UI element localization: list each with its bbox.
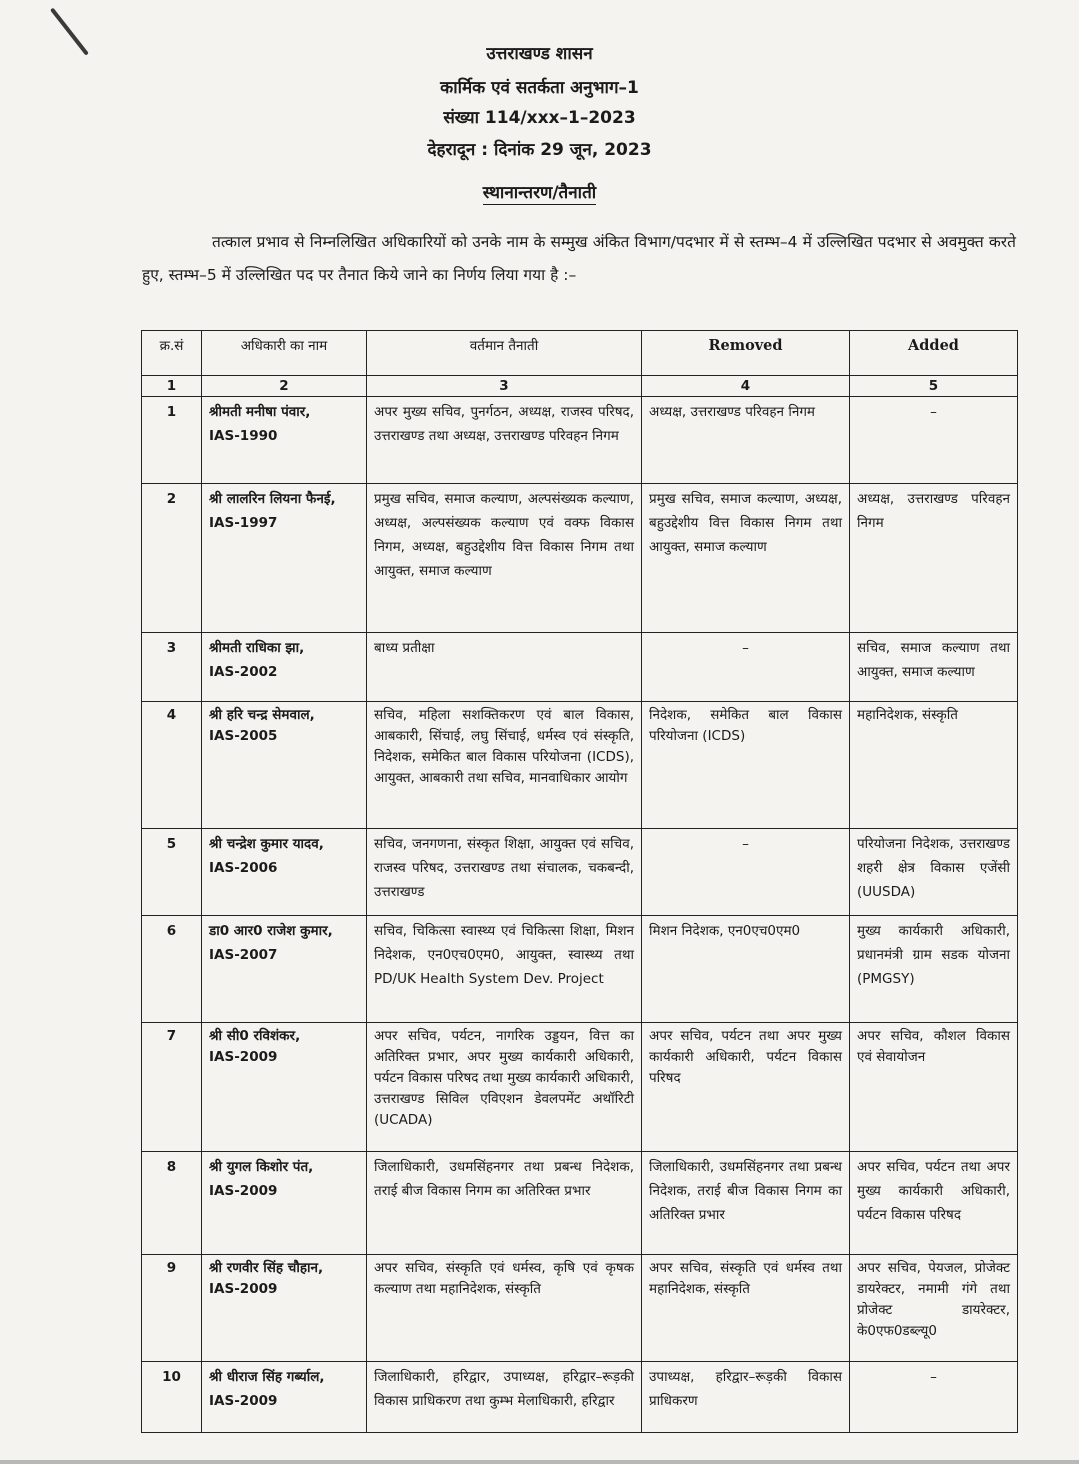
officer-name	[202, 916, 367, 1023]
officer-batch: IAS-1997	[209, 515, 278, 531]
removed-posting: अपर सचिव, संस्कृति एवं धर्मस्व तथा महानिदेशक, संस्कृति	[642, 1255, 850, 1362]
current-posting: प्रमुख सचिव, समाज कल्याण, अल्पसंख्यक कल्याण, अध्यक्ष, अल्पसंख्यक कल्याण एवं वक्फ विकास निगम, अध्यक्ष, बहुउद्देशीय वित्त विकास निगम तथा आयुक्त, समाज कल्याण	[367, 484, 642, 633]
removed-posting: निदेशक, समेकित बाल विकास परियोजना (ICDS)	[642, 702, 850, 829]
serial-number: 2	[142, 484, 202, 633]
table-row	[142, 633, 1018, 702]
table-row	[142, 1255, 1018, 1362]
current-posting: अपर सचिव, पर्यटन, नागरिक उड्डयन, वित्त का अतिरिक्त प्रभार, अपर मुख्य कार्यकारी अधिकारी, पर्यटन विकास परिषद तथा मुख्य कार्यकारी अधिकारी, उत्तराखण्ड सिविल एविएशन डेवलपमेंट अथॉरिटी (UCADA)	[367, 1023, 642, 1152]
officer-name-text: श्री चन्द्रेश कुमार यादव,	[209, 836, 324, 852]
table-row	[142, 1362, 1018, 1433]
serial-number: 10	[142, 1362, 202, 1433]
removed-posting: अपर सचिव, पर्यटन तथा अपर मुख्य कार्यकारी अधिकारी, पर्यटन विकास परिषद	[642, 1023, 850, 1152]
serial-number: 3	[142, 633, 202, 702]
officer-name	[202, 1152, 367, 1255]
column-number: 3	[367, 376, 642, 397]
government-name: उत्तराखण्ड शासन	[486, 44, 593, 64]
officer-name	[202, 397, 367, 484]
added-posting: महानिदेशक, संस्कृति	[850, 702, 1018, 829]
officer-name-text: श्री युगल किशोर पंत,	[209, 1159, 314, 1175]
officer-name	[202, 1362, 367, 1433]
current-posting: सचिव, जनगणना, संस्कृत शिक्षा, आयुक्त एवं सचिव, राजस्व परिषद, उत्तराखण्ड तथा संचालक, चकबन्दी, उत्तराखण्ड	[367, 829, 642, 916]
transfer-table	[141, 330, 1018, 1433]
removed-posting: मिशन निदेशक, एन0एच0एम0	[642, 916, 850, 1023]
serial-number: 4	[142, 702, 202, 829]
header-added: Added	[850, 331, 1018, 376]
serial-number: 8	[142, 1152, 202, 1255]
current-posting: सचिव, महिला सशक्तिकरण एवं बाल विकास, आबकारी, सिंचाई, लघु सिंचाई, धर्मस्व एवं संस्कृति, निदेशक, समेकित बाल विकास परियोजना (ICDS), आयुक्त, आबकारी तथा सचिव, मानवाधिकार आयोग	[367, 702, 642, 829]
officer-batch: IAS-1990	[209, 428, 278, 444]
table-row	[142, 829, 1018, 916]
current-posting: सचिव, चिकित्सा स्वास्थ्य एवं चिकित्सा शिक्षा, मिशन निदेशक, एन0एच0एम0, आयुक्त, स्वास्थ्य तथा PD/UK Health System Dev. Project	[367, 916, 642, 1023]
officer-name-text: श्री धीराज सिंह गर्ब्याल,	[209, 1369, 325, 1385]
officer-name-text: श्री लालरिन लियना फैनई,	[209, 491, 336, 507]
added-posting: अपर सचिव, कौशल विकास एवं सेवायोजन	[850, 1023, 1018, 1152]
order-number: संख्या 114/xxx–1–2023	[443, 108, 636, 128]
serial-number: 9	[142, 1255, 202, 1362]
table-row	[142, 397, 1018, 484]
added-posting: अपर सचिव, पेयजल, प्रोजेक्ट डायरेक्टर, नमामी गंगे तथा प्रोजेक्ट डायरेक्टर, के0एफ0डब्ल्यू0	[850, 1255, 1018, 1362]
current-posting: जिलाधिकारी, हरिद्वार, उपाध्यक्ष, हरिद्वार–रूड़की विकास प्राधिकरण तथा कुम्भ मेलाधिकारी, हरिद्वार	[367, 1362, 642, 1433]
added-posting: मुख्य कार्यकारी अधिकारी, प्रधानमंत्री ग्राम सडक योजना (PMGSY)	[850, 916, 1018, 1023]
officer-batch: IAS-2009	[209, 1393, 278, 1409]
officer-batch: IAS-2005	[209, 728, 278, 744]
added-posting: –	[850, 397, 1018, 484]
officer-name	[202, 1023, 367, 1152]
table-header-row	[142, 331, 1018, 376]
column-number: 5	[850, 376, 1018, 397]
officer-name	[202, 829, 367, 916]
officer-batch: IAS-2002	[209, 664, 278, 680]
added-posting: –	[850, 1362, 1018, 1433]
added-posting: अध्यक्ष, उत्तराखण्ड परिवहन निगम	[850, 484, 1018, 633]
removed-posting: –	[642, 829, 850, 916]
current-posting: अपर सचिव, संस्कृति एवं धर्मस्व, कृषि एवं कृषक कल्याण तथा महानिदेशक, संस्कृति	[367, 1255, 642, 1362]
header-officer-name: अधिकारी का नाम	[202, 331, 367, 376]
table-row	[142, 916, 1018, 1023]
officer-name-text: डा0 आर0 राजेश कुमार,	[209, 923, 333, 939]
current-posting: जिलाधिकारी, उधमसिंहनगर तथा प्रबन्ध निदेशक, तराई बीज विकास निगम का अतिरिक्त प्रभार	[367, 1152, 642, 1255]
serial-number: 7	[142, 1023, 202, 1152]
current-posting: अपर मुख्य सचिव, पुनर्गठन, अध्यक्ष, राजस्व परिषद, उत्तराखण्ड तथा अध्यक्ष, उत्तराखण्ड परिवहन निगम	[367, 397, 642, 484]
order-date: देहरादून : दिनांक 29 जून, 2023	[427, 140, 652, 160]
removed-posting: जिलाधिकारी, उधमसिंहनगर तथा प्रबन्ध निदेशक, तराई बीज विकास निगम का अतिरिक्त प्रभार	[642, 1152, 850, 1255]
officer-name-text: श्री रणवीर सिंह चौहान,	[209, 1260, 324, 1276]
removed-posting: प्रमुख सचिव, समाज कल्याण, अध्यक्ष, बहुउद्देशीय वित्त विकास निगम तथा आयुक्त, समाज कल्याण	[642, 484, 850, 633]
table-row	[142, 1152, 1018, 1255]
officer-name	[202, 1255, 367, 1362]
table-row	[142, 1023, 1018, 1152]
department-name: कार्मिक एवं सतर्कता अनुभाग–1	[440, 78, 639, 98]
header-removed: Removed	[642, 331, 850, 376]
officer-name	[202, 702, 367, 829]
serial-number: 6	[142, 916, 202, 1023]
column-number: 4	[642, 376, 850, 397]
removed-posting: उपाध्यक्ष, हरिद्वार–रूड़की विकास प्राधिकरण	[642, 1362, 850, 1433]
officer-batch: IAS-2009	[209, 1049, 278, 1065]
page-bottom-edge	[0, 1460, 1079, 1464]
subject-title	[0, 180, 1079, 203]
table-row	[142, 484, 1018, 633]
officer-batch: IAS-2007	[209, 947, 278, 963]
officer-batch: IAS-2009	[209, 1183, 278, 1199]
serial-number: 5	[142, 829, 202, 916]
officer-name	[202, 484, 367, 633]
current-posting: बाध्य प्रतीक्षा	[367, 633, 642, 702]
added-posting: परियोजना निदेशक, उत्तराखण्ड शहरी क्षेत्र विकास एजेंसी (UUSDA)	[850, 829, 1018, 916]
officer-name-text: श्री हरि चन्द्र सेमवाल,	[209, 707, 315, 723]
officer-name	[202, 633, 367, 702]
subject-text: स्थानान्तरण/तैनाती	[482, 183, 597, 203]
officer-name-text: श्री सी0 रविशंकर,	[209, 1028, 301, 1044]
intro-text: तत्काल प्रभाव से निम्नलिखित अधिकारियों को उनके नाम के सम्मुख अंकित विभाग/पदभार में से स्तम्भ–4 में उल्लिखित पदभार से अवमुक्त करते हुए, स्तम्भ–5 में उल्लिखित पद पर तैनात किये जाने का निर्णय लिया गया है :–	[142, 233, 1016, 284]
added-posting: अपर सचिव, पर्यटन तथा अपर मुख्य कार्यकारी अधिकारी, पर्यटन विकास परिषद	[850, 1152, 1018, 1255]
column-number: 2	[202, 376, 367, 397]
added-posting: सचिव, समाज कल्याण तथा आयुक्त, समाज कल्याण	[850, 633, 1018, 702]
officer-batch: IAS-2009	[209, 1281, 278, 1297]
officer-name-text: श्रीमती राधिका झा,	[209, 640, 305, 656]
removed-posting: अध्यक्ष, उत्तराखण्ड परिवहन निगम	[642, 397, 850, 484]
header-current-posting: वर्तमान तैनाती	[367, 331, 642, 376]
removed-posting: –	[642, 633, 850, 702]
officer-name-text: श्रीमती मनीषा पंवार,	[209, 404, 311, 420]
intro-paragraph	[142, 226, 1016, 292]
officer-batch: IAS-2006	[209, 860, 278, 876]
table-row	[142, 702, 1018, 829]
serial-number: 1	[142, 397, 202, 484]
header-serial: क्र.सं	[142, 331, 202, 376]
column-number: 1	[142, 376, 202, 397]
column-number-row	[142, 376, 1018, 397]
